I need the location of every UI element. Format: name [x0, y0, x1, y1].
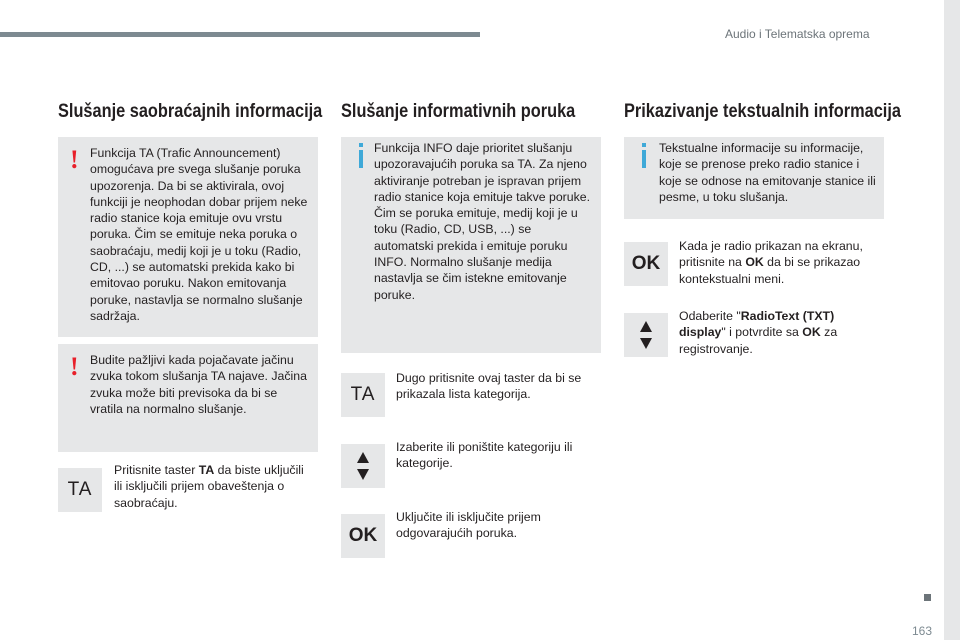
- warning-icon: !: [70, 352, 79, 381]
- ok-description: Kada je radio prikazan na ekranu, pritisnite na OK da bi se prikazao kontekstualni meni.: [679, 239, 863, 286]
- info-box-info: [341, 137, 601, 353]
- header-bar: [0, 32, 480, 37]
- warning-box-ta: [58, 137, 318, 337]
- ta-long-press-description: Dugo pritisnite ovaj taster da bi se prikazala lista kategorija.: [396, 371, 582, 402]
- page-marker: [924, 594, 931, 601]
- section-title: Audio i Telematska oprema: [725, 27, 870, 41]
- col1-title: Slušanje saobraćajnih informacija: [58, 101, 323, 122]
- ok-key-label: OK: [631, 253, 661, 274]
- arrows-description: Izaberite ili poništite kategoriju ili kategorije.: [396, 440, 573, 471]
- arrow-down-icon: [357, 469, 369, 480]
- col2-title: Slušanje informativnih poruka: [341, 101, 576, 122]
- warning-text: Budite pažljivi kada pojačavate jačinu zvuka tokom slušanja TA najave. Jačina zvuka može biti previsoka da bi se vratila na normalno slušanje.: [90, 353, 307, 416]
- ok-button-icon: [624, 242, 668, 286]
- ta-key-label: TA: [350, 384, 376, 405]
- warning-icon: !: [70, 145, 79, 174]
- warning-box-volume: [58, 344, 318, 452]
- up-down-arrows-icon: [624, 313, 668, 357]
- arrow-down-icon: [640, 338, 652, 349]
- warning-text: Funkcija TA (Trafic Announcement) omogućava pre svega slušanje poruka upozorenja. Da bi se aktivirala, ovoj funkciji je neophodan dobar prijem neke radio stanice koja emituje ovu vrstu poruka. Čim se emituje neka poruka o saobraćaju, medij koji je u toku (Radio, CD, ...) se automatski prekida kako bi emitovao poruku. Nakon emitovanja poruke, nastavlja se normalno slušanje sadržaja.: [90, 146, 308, 323]
- col3-title: Prikazivanje tekstualnih informacija: [624, 101, 901, 122]
- ok-description: Uključite ili isključite prijem odgovarajućih poruka.: [396, 510, 541, 541]
- up-down-arrows-icon: [341, 444, 385, 488]
- ok-key-label: OK: [348, 525, 378, 546]
- ta-button-icon: [341, 373, 385, 417]
- info-text: Funkcija INFO daje prioritet slušanju upozoravajućih poruka sa TA. Za njeno aktiviranje potreban je ispravan prijem radio stanice koja emituje takve poruke. Čim se poruka emituje, medij koji je u toku (Radio, CD, USB, ...) se automatski prekida i emituje poruku INFO. Normalno slušanje medija nastavlja se čim istekne emitovanje poruke.: [374, 141, 590, 302]
- info-text: Tekstualne informacije su informacije, koje se prenose preko radio stanice i koje se odnose na emitovanje stanice ili pesme, u toku slušanja.: [659, 141, 876, 204]
- page-number: 163: [912, 624, 933, 638]
- ta-key-label: TA: [67, 479, 93, 500]
- arrows-description: Odaberite "RadioText (TXT) display" i potvrdite sa OK za registrovanje.: [679, 309, 838, 356]
- ta-description: Pritisnite taster TA da biste uključili ili isključili prijem obaveštenja o saobraćaju.: [114, 463, 304, 510]
- arrow-up-icon: [640, 321, 652, 332]
- arrow-up-icon: [357, 452, 369, 463]
- ta-button-icon: [58, 468, 102, 512]
- side-strip: [944, 0, 960, 640]
- info-box-text: [624, 137, 884, 219]
- ok-button-icon: [341, 514, 385, 558]
